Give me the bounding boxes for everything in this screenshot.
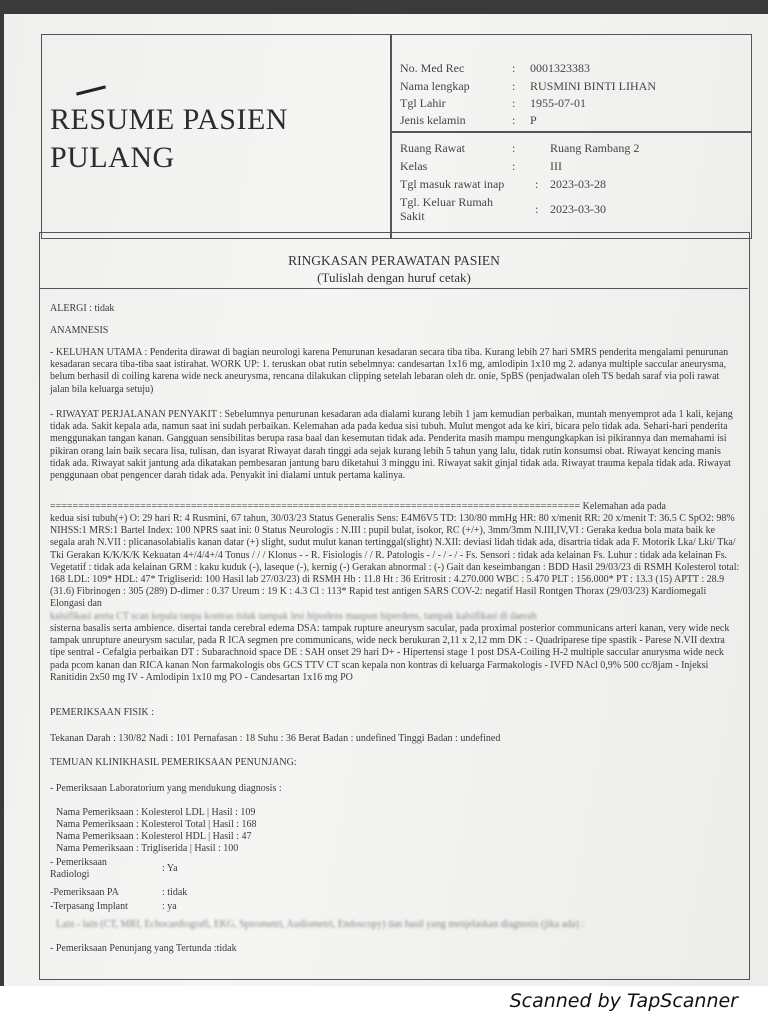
pen-mark xyxy=(76,85,106,95)
lab-label: - Pemeriksaan Laboratorium yang mendukung diagnosis : xyxy=(50,783,282,794)
scanner-footer xyxy=(0,986,768,1024)
header-divider-horizontal xyxy=(390,131,751,133)
summary-heading xyxy=(40,233,748,289)
temuan-label: TEMUAN KLINIKHASIL PEMERIKSAAN PENUNJANG: xyxy=(50,757,297,768)
summary-subtitle: (Tulislah dengan huruf cetak) xyxy=(317,270,471,285)
scanner-watermark: Scanned by TapScanner xyxy=(509,990,738,1012)
summary-box: RINGKASAN PERAWATAN PASIEN (Tulislah dengan huruf cetak) ALERGI : tidak ANAMNESIS - KELUHAN UTAMA : Penderita dirawat di bagian neurologi karena Penurunan kesadaran secara tiba tiba. Kurang lebih 27 hari SMRS penderita mengalami penurunan kesadaran secara tiba-tiba saat istirahat. WORK UP: 1. teruskan obat rutin sebelmnya: candesartan 1x16 mg, amlodipin 1x10 mg 2. adanya multiple saccular aneurysma, belum berhasil di coiling karena wide neck aneurysma, rencana dilakukan clipping setelah lebaran oleh dr. onie, SpBS (penjadwalan oleh TS bedah saraf via poli rawat jalan bila keluarga setuju) - RIWAYAT PERJALANAN PENYAKIT : Sebelumnya penurunan kesadaran ada dialami kurang lebih 1 jam kemudian perbaikan, muntah menyemprot ada 1 kali, kejang tidak ada. Sakit kepala ada, namun saat ini sudah perbaikan. Kelemahan ada pada kedua sisi tubuh. Mulut mengot ada ke kiri, bicara pelo tidak ada. Sehari-hari penderita menggunakan tangan kanan. Gangguan sensibilitas berupa rasa baal dan kesemutan tidak ada. Penderita masih mampu mengungkapkan isi pikirannya dan memahami isi pikiran orang lain baik secara lisa, tulisan, dan isyarat Riwayat darah tinggi ada sejak kurang lebih 5 tahun yang lalu, tidak rutin konsumsi obat. Riwayat kencing manis tidak ada. Riwayat sakit jantung ada dikatakan pembesaran jantung baru diketahui 3 minggu ini. Riwayat sakit ginjal tidak ada. Riwayat trauma kepala tidak ada. Riwayat penggunaan obat pengencer darah tidak ada. Penyakit ini dialami untuk pertama kalinya. ============================================================================================== Kelemahan ada pada kedua sisi tubuh(+) O: 29 hari R: 4 Rusmini, 67 tahun, 30/03/23 Status Generalis Sens: E4M6V5 TD: 130/80 mmHg HR: 80 x/menit RR: 20 x/menit T: 36.5 C SpO2: 98% NIHSS:1 MRS:1 Bartel Index: 100 NPRS saat ini: 0 Status Neurologis : N.III : pupil bulat, isokor, RC (+/+), 3mm/3mm N.III,IV,VI : Geraka kedua bola mata baik ke segala arah N.VII : plicanasolabialis kanan datar (+) slight, sudut mulut kanan tertinggal(slight) N.XII: deviasi lidah tidak ada, disartria tidak ada F. Motorik Lka/ Lki/ Tka/ Tki Gerakan K/K/K/K Kekuatan 4+/4/4+/4 Tonus / / / Klonus - - R. Fisiologis / / R. Patologis - / - / - / - Fs. Sensori : tidak ada kelainan Fs. Luhur : tidak ada kelainan Fs. Vegetatif : tidak ada kelainan GRM : kaku kuduk (-), laseque (-), kernig (-) Gerakan abnormal : (-) Gait dan keseimbangan : BDD Hasil 29/03/23 di RSMH Kolesterol total: 168 LDL: 109* HDL: 47* Trigliserid: 100 Hasil lab 27/03/23) di RSMH Hb : 11.8 Ht : 36 Eritrosit : 4.270.000 WBC : 5.470 PLT : 156.000* PT : 13.3 (15) APTT : 28.9 (31.6) Fibrinogen : 305 (289) D-dimer : 0.37 Ureum : 19 K : 4.3 Cl : 113* Rapid test antigen SARS COV-2: negatif Hasil Rontgen Thorax (29/03/23) Kardiomegali Elongasi dan kalsifikasi aorta CT scan kepala tanpa kontras tidak tampak lesi hipodens maupun hiperdens, tampak kalsifikasi di daerah sisterna basalis serta ambience. disertai tanda cerebral edema DSA: tampak rupture aneurysm sacular, pada proximal posterior communicans arteri kanan, very wide neck tampak unrupture aneurysm sacular, pada R ICA segmen pre communicans, wide neck berukuran 2,11 x 2,12 mm DK : - Quadriparese tipe spastik - Parese N.VII dextra tipe sentral - Cefalgia perbaikan DT : Subarachnoid space DE : SAH onset 29 hari D+ - Hipertensi stage 1 post DSA-Coiling H-2 multiple saccular anurysma wide neck pada pcom kanan dan RICA kanan Non farmakologis obs GCS TTV CT scan kepala non kontras di keluarga Farmakologis - IVFD NAcl 0,9% 500 cc/8jam - Injeksi Ranitidin 2x50 mg IV - Amlodipin 1x10 mg PO - Candesartan 1x16 mg PO PEMERIKSAAN FISIK : Tekanan Darah : 130/82 Nadi : 101 Pernafasan : 18 Suhu : 36 Berat Badan : undefined Tinggi Badan : undefined TEMUAN KLINIKHASIL PEMERIKSAAN PENUNJANG: - Pemeriksaan Laboratorium yang mendukung diagnosis : Nama Pemeriksaan : Kolesterol LDL | Hasil : 109 Nama Pemeriksaan : Kolesterol Total | Hasil : 168 Nama Pemeriksaan : Kolesterol HDL | Hasil : 47 Nama Pemeriksaan : Trigliserida | Hasil : 100 - Pemeriksaan Radiologi : Ya -Pemeriksaan PA : tidak -Terpasang Implant : ya Lain - lain (CT, MRI, Echocardiografi, EKG, Spirometri, Audiometri, Endoscopy) dan hasil yang menjelaskan diagnosis (jika ada) : - Pemeriksaan Penunjang yang Tertunda :tidak xyxy=(39,232,750,980)
title-line-1: RESUME PASIEN xyxy=(50,103,288,136)
page-title xyxy=(50,101,288,177)
keluhan-utama: - KELUHAN UTAMA : Penderita dirawat di bagian neurologi karena Penurunan kesadaran secara tiba tiba. Kurang lebih 27 hari SMRS penderita mengalami penurunan kesadaran secara tiba-tiba saat istirahat. WORK UP: 1. teruskan obat rutin sebelmnya: candesartan 1x16 mg, amlodipin 1x10 mg 2. adanya multiple saccular aneurysma, belum berhasil di coiling karena wide neck aneurysma, rencana dilakukan clipping setelah lebaran oleh dr. onie, SpBS (penjadwalan oleh TS bedah saraf via poli rawat jalan bila keluarga setuju) xyxy=(50,347,729,395)
tertunda: - Pemeriksaan Penunjang yang Tertunda :tidak xyxy=(50,943,237,954)
lab-row: Nama Pemeriksaan : Kolesterol HDL | Hasil : 47 xyxy=(56,831,252,842)
header-box: RESUME PASIEN PULANG No. Med Rec : 0001323383 Nama lengkap : RUSMINI BINTI LIHAN Tgl Lahir : 1955-07-01 Jenis kelamin : P Ruang Rawat : Ruang Rambang 2 Kelas : III Tgl masuk rawat inap : 2023-03-28 Tgl. Keluar Rumah Sakit : 2023-03-30 xyxy=(41,34,752,239)
document-page xyxy=(4,14,768,986)
fisik-text: Tekanan Darah : 130/82 Nadi : 101 Pernafasan : 18 Suhu : 36 Berat Badan : undefined Tinggi Badan : undefined xyxy=(50,733,501,744)
exam-blurred-line: kalsifikasi aorta CT scan kepala tanpa kontras tidak tampak lesi hipodens maupun hiperdens, tampak kalsifikasi di daerah xyxy=(50,611,537,622)
title-line-2: PULANG xyxy=(50,141,175,174)
lab-row: Nama Pemeriksaan : Trigliserida | Hasil : 100 xyxy=(56,843,239,854)
fisik-label: PEMERIKSAAN FISIK : xyxy=(50,707,154,718)
blurred-line: Lain - lain (CT, MRI, Echocardiografi, EKG, Spirometri, Audiometri, Endoscopy) dan hasil yang menjelaskan diagnosis (jika ada) : xyxy=(56,919,585,930)
exam-separator: ============================================================================================== Kelemahan ada pada xyxy=(50,501,666,512)
exam-text-2: sisterna basalis serta ambience. disertai tanda cerebral edema DSA: tampak rupture aneurysm sacular, pada proximal posterior communicans arteri kanan, very wide neck tampak unrupture aneurysm sacular, pada R ICA segmen pre communicans, wide neck berukuran 2,11 x 2,12 mm DK : - Quadriparese tipe spastik - Parese N.VII dextra tipe sentral - Cefalgia perbaikan DT : Subarachnoid space DE : SAH onset 29 hari D+ - Hipertensi stage 1 post DSA-Coiling H-2 multiple saccular anurysma wide neck pada pcom kanan dan RICA kanan Non farmakologis obs GCS TTV CT scan kepala non kontras di keluarga Farmakologis - IVFD NAcl 0,9% 500 cc/8jam - Injeksi Ranitidin 2x50 mg IV - Amlodipin 1x10 mg PO - Candesartan 1x16 mg PO xyxy=(50,623,730,683)
riwayat-penyakit: - RIWAYAT PERJALANAN PENYAKIT : Sebelumnya penurunan kesadaran ada dialami kurang lebih 1 jam kemudian perbaikan, muntah menyemprot ada 1 kali, kejang tidak ada. Sakit kepala ada, namun saat ini sudah perbaikan. Kelemahan ada pada kedua sisi tubuh. Mulut mengot ada ke kiri, bicara pelo tidak ada. Sehari-hari penderita menggunakan tangan kanan. Gangguan sensibilitas berupa rasa baal dan kesemutan tidak ada. Penderita masih mampu mengungkapkan isi pikirannya dan memahami isi pikiran orang lain baik secara lisa, tulisan, dan isyarat Riwayat darah tinggi ada sejak kurang lebih 5 tahun yang lalu, tidak rutin konsumsi obat. Riwayat kencing manis tidak ada. Riwayat sakit jantung ada dikatakan pembesaran jantung baru diketahui 3 minggu ini. Riwayat sakit ginjal tidak ada. Riwayat trauma kepala tidak ada. Riwayat penggunaan obat pengencer darah tidak ada. Penyakit ini dialami untuk pertama kalinya. xyxy=(50,409,733,482)
lab-row: Nama Pemeriksaan : Kolesterol Total | Hasil : 168 xyxy=(56,819,257,830)
anamnesis-label: ANAMNESIS xyxy=(50,325,109,336)
summary-title: RINGKASAN PERAWATAN PASIEN xyxy=(288,253,500,268)
header-divider-vertical xyxy=(390,35,392,238)
allergy: ALERGI : tidak xyxy=(50,303,115,314)
exam-text: kedua sisi tubuh(+) O: 29 hari R: 4 Rusmini, 67 tahun, 30/03/23 Status Generalis Sens: E4M6V5 TD: 130/80 mmHg HR: 80 x/menit RR: 20 x/menit T: 36.5 C SpO2: 98% NIHSS:1 MRS:1 Bartel Index: 100 NPRS saat ini: 0 Status Neurologis : N.III : pupil bulat, isokor, RC (+/+), 3mm/3mm N.III,IV,VI : Geraka kedua bola mata baik ke segala arah N.VII : plicanasolabialis kanan datar (+) slight, sudut mulut kanan tertinggal(slight) N.XII: deviasi lidah tidak ada, disartria tidak ada F. Motorik Lka/ Lki/ Tka/ Tki Gerakan K/K/K/K Kekuatan 4+/4/4+/4 Tonus / / / Klonus - - R. Fisiologis / / R. Patologis - / - / - / - Fs. Sensori : tidak ada kelainan Fs. Luhur : tidak ada kelainan Fs. Vegetatif : tidak ada kelainan GRM : kaku kuduk (-), laseque (-), kernig (-) Gerakan abnormal : (-) Gait dan keseimbangan : BDD Hasil 29/03/23 di RSMH Kolesterol total: 168 LDL: 109* HDL: 47* Trigliserid: 100 Hasil lab 27/03/23) di RSMH Hb : 11.8 Ht : 36 Eritrosit : 4.270.000 WBC : 5.470 PLT : 156.000* PT : 13.3 (15) APTT : 28.9 (31.6) Fibrinogen : 305 (289) D-dimer : 0.37 Ureum : 19 K : 4.3 Cl : 113* Rapid test antigen SARS COV-2: negatif Hasil Rontgen Thorax (29/03/23) Kardiomegali Elongasi dan xyxy=(50,513,740,610)
lab-row: Nama Pemeriksaan : Kolesterol LDL | Hasil : 109 xyxy=(56,807,256,818)
